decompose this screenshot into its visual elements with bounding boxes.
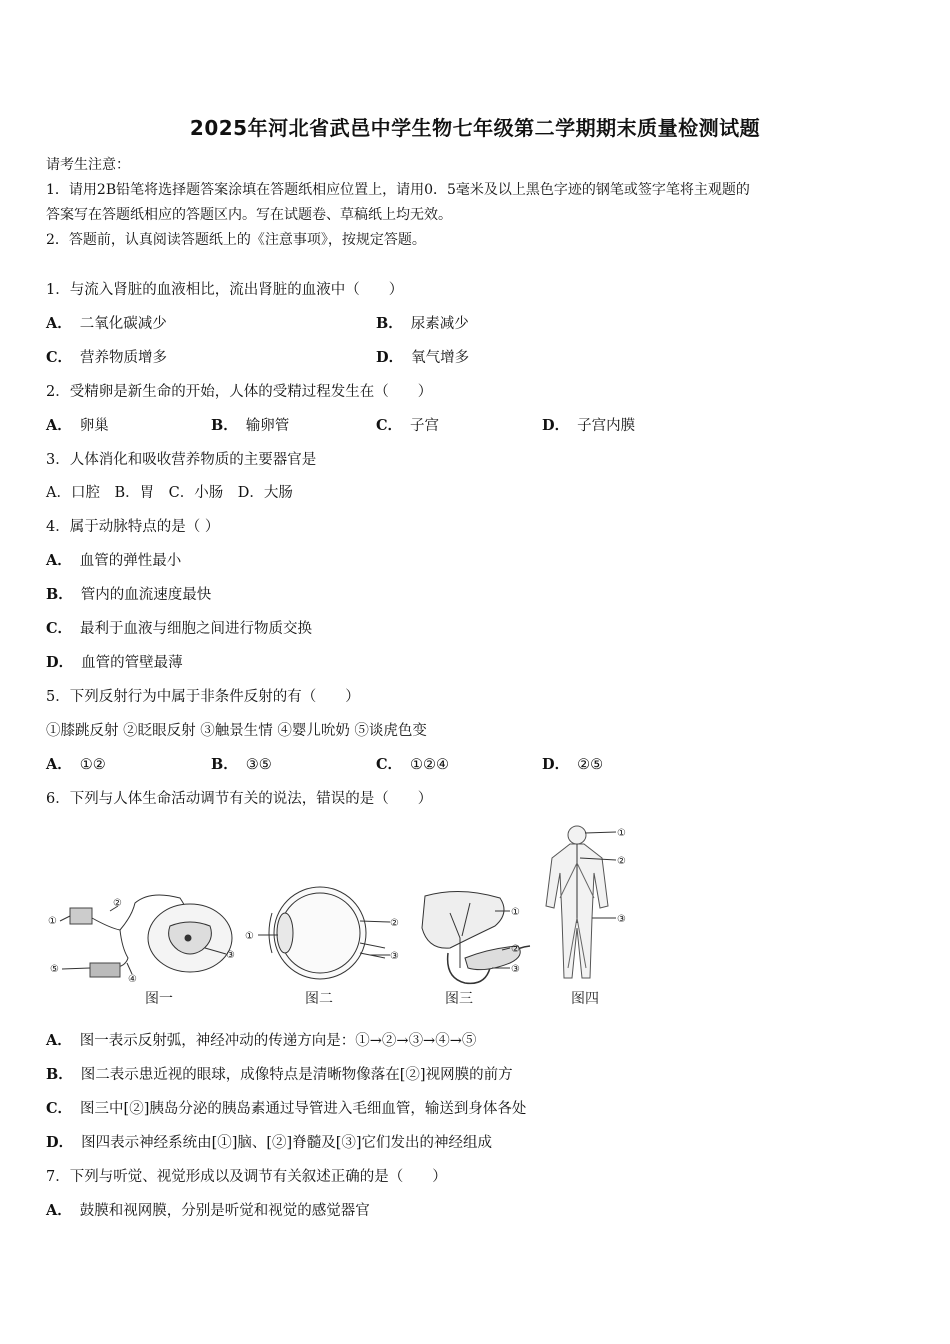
fig1-label-3: ③ [226, 950, 235, 961]
q2-option-d [542, 414, 635, 435]
q7-stem: 7．下列与听觉、视觉形成以及调节有关叙述正确的是（ ） [46, 1169, 447, 1185]
option-label: D． [46, 1134, 74, 1151]
option-text: 二氧化碳减少 [79, 316, 167, 332]
option-text: 血管的弹性最小 [79, 553, 182, 569]
fig1-label-1: ① [48, 916, 57, 927]
q6-option-b [46, 1063, 513, 1084]
q7-option-a [46, 1199, 370, 1220]
option-label: A． [46, 315, 72, 332]
option-label: C． [46, 620, 73, 637]
q2-option-c [376, 414, 439, 435]
option-text: 图三中[②]胰岛分泌的胰岛素通过导管进入毛细血管，输送到身体各处 [80, 1101, 527, 1117]
q1-option-d [376, 346, 469, 367]
option-label: C． [46, 1100, 73, 1117]
q1-option-b [376, 312, 469, 333]
figure-1-caption: 图一 [145, 991, 173, 1007]
option-label: A． [46, 1202, 72, 1219]
q5-option-d [542, 753, 603, 774]
q2-stem: 2．受精卵是新生命的开始，人体的受精过程发生在（ ） [46, 384, 433, 400]
option-text: 营养物质增多 [80, 350, 168, 366]
q4-option-d [46, 651, 183, 672]
page-title: 2025年河北省武邑中学生物七年级第二学期期末质量检测试题 [189, 116, 761, 140]
fig3-label-3: ③ [511, 964, 520, 975]
option-label: C． [376, 417, 403, 434]
option-text: 鼓膜和视网膜，分别是听觉和视觉的感觉器官 [79, 1203, 370, 1219]
q5-option-a [46, 753, 106, 774]
fig1-label-2: ② [113, 898, 122, 909]
option-text: 图二表示患近视的眼球，成像特点是清晰物像落在[②]视网膜的前方 [80, 1067, 513, 1083]
option-label: B． [211, 417, 238, 434]
q2-option-a [46, 414, 109, 435]
q5-stem: 5．下列反射行为中属于非条件反射的有（ ） [46, 689, 360, 705]
figure-4-caption: 图四 [571, 991, 599, 1007]
figure-2-caption: 图二 [305, 991, 333, 1007]
option-text: ①② [79, 757, 106, 773]
q6-option-a [46, 1029, 476, 1050]
q3-options: A．口腔 B．胃 C．小肠 D．大肠 [46, 485, 293, 501]
q1-stem: 1．与流入肾脏的血液相比，流出肾脏的血液中（ ） [46, 282, 404, 298]
notice-item-1a: 1．请用2B铅笔将选择题答案涂填在答题纸相应位置上，请用0．5毫米及以上黑色字迹的钢笔或签字笔将主观题的 [46, 182, 750, 198]
option-text: 最利于血液与细胞之间进行物质交换 [80, 621, 313, 637]
fig2-label-2: ② [390, 918, 399, 929]
q5-option-c [376, 753, 449, 774]
fig3-label-2: ② [511, 944, 520, 955]
fig2-label-1: ① [245, 931, 254, 942]
figure-3-caption: 图三 [445, 991, 473, 1007]
option-label: A． [46, 1032, 72, 1049]
option-label: D． [376, 349, 404, 366]
option-label: B． [211, 756, 238, 773]
option-label: D． [542, 756, 570, 773]
q2-option-b [211, 414, 289, 435]
option-text: 卵巢 [79, 418, 109, 434]
q3-stem: 3．人体消化和吸收营养物质的主要器官是 [46, 452, 317, 468]
option-label: B． [376, 315, 403, 332]
fig4-label-3: ③ [617, 914, 626, 925]
q6-option-d [46, 1131, 492, 1152]
option-label: A． [46, 756, 72, 773]
q4-option-b [46, 583, 211, 604]
q4-option-a [46, 549, 181, 570]
option-label: A． [46, 417, 72, 434]
q6-figure [40, 818, 640, 1013]
option-label: C． [46, 349, 73, 366]
option-label: B． [46, 1066, 73, 1083]
notice-heading: 请考生注意： [46, 157, 130, 173]
option-label: A． [46, 552, 72, 569]
q4-option-c [46, 617, 312, 638]
option-text: 尿素减少 [410, 316, 469, 332]
option-label: B． [46, 586, 73, 603]
option-text: 血管的管壁最薄 [81, 655, 183, 671]
q5-option-b [211, 753, 272, 774]
fig4-label-2: ② [617, 856, 626, 867]
q1-option-a [46, 312, 167, 333]
q6-stem: 6．下列与人体生命活动调节有关的说法，错误的是（ ） [46, 791, 433, 807]
notice-item-1b: 答案写在答题纸相应的答题区内。写在试题卷、草稿纸上均无效。 [46, 207, 452, 223]
option-text: ③⑤ [245, 757, 272, 773]
q4-stem: 4．属于动脉特点的是（ ） [46, 519, 220, 535]
option-text: 管内的血流速度最快 [80, 587, 212, 603]
q6-option-c [46, 1097, 526, 1118]
option-text: 氧气增多 [411, 350, 470, 366]
q1-option-c [46, 346, 167, 367]
figure-1-reflex-arc [60, 895, 232, 977]
option-text: ①②④ [410, 757, 450, 773]
figure-4-nervous-system [546, 826, 616, 978]
option-label: D． [542, 417, 570, 434]
option-text: 输卵管 [245, 418, 290, 434]
fig3-label-1: ① [511, 907, 520, 918]
fig4-label-1: ① [617, 828, 626, 839]
option-text: 子宫 [410, 418, 440, 434]
option-label: C． [376, 756, 403, 773]
fig2-label-3: ③ [390, 951, 399, 962]
option-text: 图四表示神经系统由[①]脑、[②]脊髓及[③]它们发出的神经组成 [81, 1135, 493, 1151]
option-label: D． [46, 654, 74, 671]
option-text: ②⑤ [577, 757, 604, 773]
fig1-label-5: ⑤ [50, 964, 59, 975]
option-text: 图一表示反射弧，神经冲动的传递方向是：①→②→③→④→⑤ [79, 1033, 477, 1049]
fig1-label-4: ④ [128, 974, 137, 985]
figure-2-eyeball [258, 887, 390, 979]
option-text: 子宫内膜 [577, 418, 636, 434]
q5-items: ①膝跳反射 ②眨眼反射 ③触景生情 ④婴儿吮奶 ⑤谈虎色变 [46, 723, 427, 739]
notice-item-2: 2．答题前，认真阅读答题纸上的《注意事项》，按规定答题。 [46, 232, 426, 248]
